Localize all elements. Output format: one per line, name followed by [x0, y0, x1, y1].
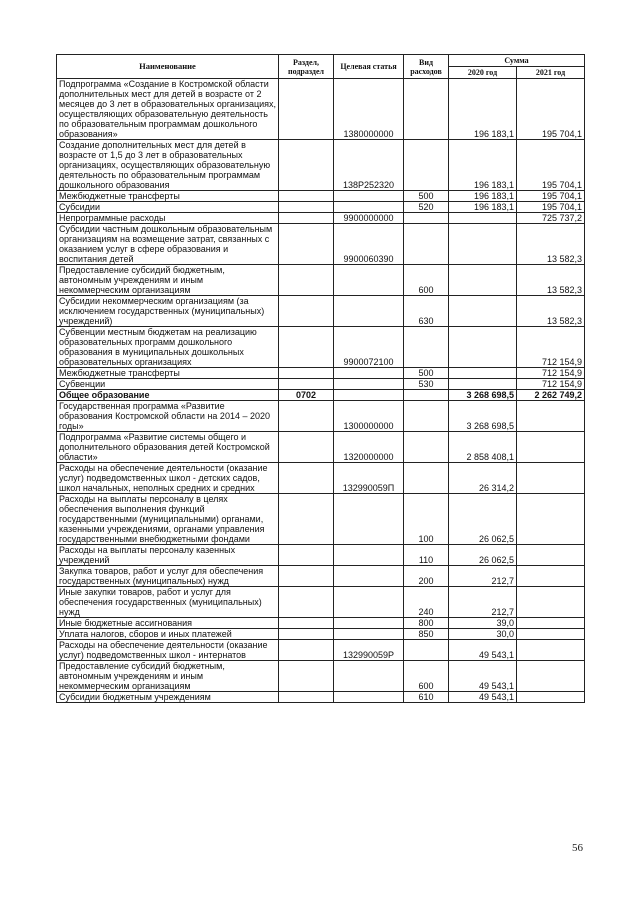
header-sum: Сумма — [449, 55, 585, 67]
cell-2021 — [517, 545, 585, 566]
table-row — [57, 191, 585, 202]
cell-type: 520 — [404, 202, 449, 213]
cell-section — [279, 692, 334, 703]
header-target: Целевая статья — [334, 55, 404, 79]
cell-name: Предоставление субсидий бюджетным, автономным учреждениям и иным некоммерческим организациям — [57, 661, 279, 692]
cell-type — [404, 640, 449, 661]
cell-target: 138P252320 — [334, 140, 404, 191]
cell-name: Уплата налогов, сборов и иных платежей — [57, 629, 279, 640]
cell-target — [334, 191, 404, 202]
table-row — [57, 368, 585, 379]
cell-2020: 212,7 — [449, 566, 517, 587]
cell-target: 9900072100 — [334, 327, 404, 368]
cell-name: Межбюджетные трансферты — [57, 368, 279, 379]
cell-name: Иные бюджетные ассигнования — [57, 618, 279, 629]
table-row — [57, 661, 585, 692]
cell-name: Субсидии частным дошкольным образовательным организациям на возмещение затрат, связанных с оказанием услуг в сфере образования и воспитания детей — [57, 224, 279, 265]
cell-type: 630 — [404, 296, 449, 327]
cell-2021: 195 704,1 — [517, 191, 585, 202]
cell-target: 1320000000 — [334, 432, 404, 463]
cell-type: 500 — [404, 191, 449, 202]
cell-name: Расходы на выплаты персоналу в целях обеспечения выполнения функций государственными (муниципальными) органами, казенными учреждениями, органами управления государственными внебюджетными фондами — [57, 494, 279, 545]
cell-target — [334, 661, 404, 692]
cell-type: 100 — [404, 494, 449, 545]
cell-section — [279, 202, 334, 213]
header-name: Наименование — [57, 55, 279, 79]
table-row — [57, 494, 585, 545]
cell-name: Расходы на обеспечение деятельности (оказание услуг) подведомственных школ - интернатов — [57, 640, 279, 661]
cell-2021: 712 154,9 — [517, 327, 585, 368]
page-number: 56 — [572, 842, 583, 854]
cell-type: 610 — [404, 692, 449, 703]
table-row — [57, 640, 585, 661]
cell-type — [404, 213, 449, 224]
cell-target — [334, 692, 404, 703]
cell-2021 — [517, 401, 585, 432]
cell-name: Субвенции — [57, 379, 279, 390]
cell-type — [404, 79, 449, 140]
table-row — [57, 401, 585, 432]
cell-name: Иные закупки товаров, работ и услуг для обеспечения государственных (муниципальных) нужд — [57, 587, 279, 618]
cell-2021: 2 262 749,2 — [517, 390, 585, 401]
cell-2021: 13 582,3 — [517, 296, 585, 327]
cell-name: Подпрограмма «Развитие системы общего и дополнительного образования детей Костромской области» — [57, 432, 279, 463]
cell-target: 9900000000 — [334, 213, 404, 224]
cell-target — [334, 296, 404, 327]
cell-name: Расходы на выплаты персоналу казенных учреждений — [57, 545, 279, 566]
cell-section — [279, 640, 334, 661]
table-row — [57, 390, 585, 401]
cell-section — [279, 545, 334, 566]
cell-section — [279, 379, 334, 390]
cell-section — [279, 368, 334, 379]
cell-2021 — [517, 463, 585, 494]
cell-2021 — [517, 661, 585, 692]
cell-name: Создание дополнительных мест для детей в возрасте от 1,5 до 3 лет в образовательных организациях, осуществляющих образовательную деятельность по образовательным программам дошкольного образования — [57, 140, 279, 191]
header-year-2020: 2020 год — [449, 67, 517, 79]
cell-2020: 26 062,5 — [449, 494, 517, 545]
cell-type: 110 — [404, 545, 449, 566]
cell-2020: 3 268 698,5 — [449, 390, 517, 401]
cell-2020: 39,0 — [449, 618, 517, 629]
cell-2020: 26 314,2 — [449, 463, 517, 494]
cell-2020 — [449, 327, 517, 368]
cell-section — [279, 661, 334, 692]
table-row — [57, 629, 585, 640]
cell-section — [279, 401, 334, 432]
cell-type: 600 — [404, 661, 449, 692]
cell-name: Закупка товаров, работ и услуг для обеспечения государственных (муниципальных) нужд — [57, 566, 279, 587]
cell-type: 500 — [404, 368, 449, 379]
table-row — [57, 566, 585, 587]
cell-2020: 212,7 — [449, 587, 517, 618]
cell-2021 — [517, 618, 585, 629]
cell-2020 — [449, 213, 517, 224]
table-row — [57, 545, 585, 566]
table-row — [57, 618, 585, 629]
cell-section — [279, 140, 334, 191]
table-row — [57, 296, 585, 327]
cell-target — [334, 368, 404, 379]
cell-section — [279, 432, 334, 463]
cell-type — [404, 390, 449, 401]
cell-2020: 49 543,1 — [449, 692, 517, 703]
cell-target — [334, 379, 404, 390]
cell-target — [334, 587, 404, 618]
cell-2021: 195 704,1 — [517, 140, 585, 191]
cell-2020: 30,0 — [449, 629, 517, 640]
budget-table — [56, 54, 585, 703]
cell-target — [334, 566, 404, 587]
table-row — [57, 79, 585, 140]
table-row — [57, 432, 585, 463]
cell-target — [334, 494, 404, 545]
cell-2020 — [449, 296, 517, 327]
cell-type: 800 — [404, 618, 449, 629]
cell-target — [334, 618, 404, 629]
table-row — [57, 213, 585, 224]
cell-type: 530 — [404, 379, 449, 390]
cell-2021 — [517, 432, 585, 463]
cell-section — [279, 213, 334, 224]
cell-target: 132990059Р — [334, 640, 404, 661]
cell-2021 — [517, 566, 585, 587]
cell-target — [334, 390, 404, 401]
header-type: Вид расходов — [404, 55, 449, 79]
cell-type — [404, 463, 449, 494]
table-row — [57, 265, 585, 296]
cell-2020: 26 062,5 — [449, 545, 517, 566]
cell-name: Межбюджетные трансферты — [57, 191, 279, 202]
cell-type — [404, 401, 449, 432]
table-row — [57, 224, 585, 265]
cell-2021: 725 737,2 — [517, 213, 585, 224]
cell-section — [279, 79, 334, 140]
cell-name: Субвенции местным бюджетам на реализацию образовательных программ дошкольного образования в муниципальных дошкольных образовательных организациях — [57, 327, 279, 368]
cell-name: Расходы на обеспечение деятельности (оказание услуг) подведомственных школ - детских садов, школ начальных, неполных средних и средних — [57, 463, 279, 494]
cell-name: Непрограммные расходы — [57, 213, 279, 224]
cell-2020: 49 543,1 — [449, 640, 517, 661]
cell-target: 1380000000 — [334, 79, 404, 140]
cell-target: 1300000000 — [334, 401, 404, 432]
cell-name: Подпрограмма «Создание в Костромской области дополнительных мест для детей в возрасте от 2 месяцев до 3 лет в образовательных организациях, осуществляющих образовательную деятельность по образовательным программам дошкольного образования» — [57, 79, 279, 140]
table-row — [57, 379, 585, 390]
cell-name: Общее образование — [57, 390, 279, 401]
cell-2021: 712 154,9 — [517, 379, 585, 390]
table-row — [57, 327, 585, 368]
cell-target — [334, 545, 404, 566]
table-row — [57, 692, 585, 703]
cell-target: 9900060390 — [334, 224, 404, 265]
cell-2021: 13 582,3 — [517, 224, 585, 265]
table-row — [57, 463, 585, 494]
cell-2020 — [449, 368, 517, 379]
cell-type: 240 — [404, 587, 449, 618]
cell-2021 — [517, 640, 585, 661]
cell-name: Предоставление субсидий бюджетным, автономным учреждениям и иным некоммерческим организациям — [57, 265, 279, 296]
cell-2021 — [517, 692, 585, 703]
header-year-2021: 2021 год — [517, 67, 585, 79]
cell-2021 — [517, 587, 585, 618]
cell-section: 0702 — [279, 390, 334, 401]
cell-section — [279, 296, 334, 327]
cell-2020: 196 183,1 — [449, 79, 517, 140]
cell-type: 600 — [404, 265, 449, 296]
cell-section — [279, 327, 334, 368]
cell-2021: 195 704,1 — [517, 79, 585, 140]
table-row — [57, 202, 585, 213]
cell-type — [404, 327, 449, 368]
cell-name: Субсидии — [57, 202, 279, 213]
table-body — [57, 79, 585, 703]
cell-type: 200 — [404, 566, 449, 587]
cell-target: 132990059П — [334, 463, 404, 494]
cell-type — [404, 224, 449, 265]
cell-target — [334, 629, 404, 640]
table-row — [57, 587, 585, 618]
table-row — [57, 140, 585, 191]
cell-target — [334, 202, 404, 213]
cell-type — [404, 432, 449, 463]
cell-2021: 195 704,1 — [517, 202, 585, 213]
cell-name: Государственная программа «Развитие образования Костромской области на 2014 – 2020 годы» — [57, 401, 279, 432]
cell-2021: 712 154,9 — [517, 368, 585, 379]
cell-section — [279, 566, 334, 587]
cell-target — [334, 265, 404, 296]
cell-2021 — [517, 494, 585, 545]
cell-name: Субсидии некоммерческим организациям (за исключением государственных (муниципальных) учреждений) — [57, 296, 279, 327]
cell-name: Субсидии бюджетным учреждениям — [57, 692, 279, 703]
cell-2020: 196 183,1 — [449, 140, 517, 191]
cell-2020 — [449, 265, 517, 296]
cell-2020: 196 183,1 — [449, 202, 517, 213]
cell-section — [279, 494, 334, 545]
cell-2021: 13 582,3 — [517, 265, 585, 296]
cell-2020: 49 543,1 — [449, 661, 517, 692]
cell-section — [279, 265, 334, 296]
cell-2020: 3 268 698,5 — [449, 401, 517, 432]
cell-section — [279, 629, 334, 640]
cell-2020 — [449, 224, 517, 265]
cell-section — [279, 191, 334, 202]
cell-2021 — [517, 629, 585, 640]
header-section: Раздел, подраздел — [279, 55, 334, 79]
cell-2020: 196 183,1 — [449, 191, 517, 202]
cell-section — [279, 224, 334, 265]
cell-section — [279, 463, 334, 494]
cell-section — [279, 587, 334, 618]
cell-section — [279, 618, 334, 629]
cell-type: 850 — [404, 629, 449, 640]
cell-2020 — [449, 379, 517, 390]
cell-type — [404, 140, 449, 191]
cell-2020: 2 858 408,1 — [449, 432, 517, 463]
